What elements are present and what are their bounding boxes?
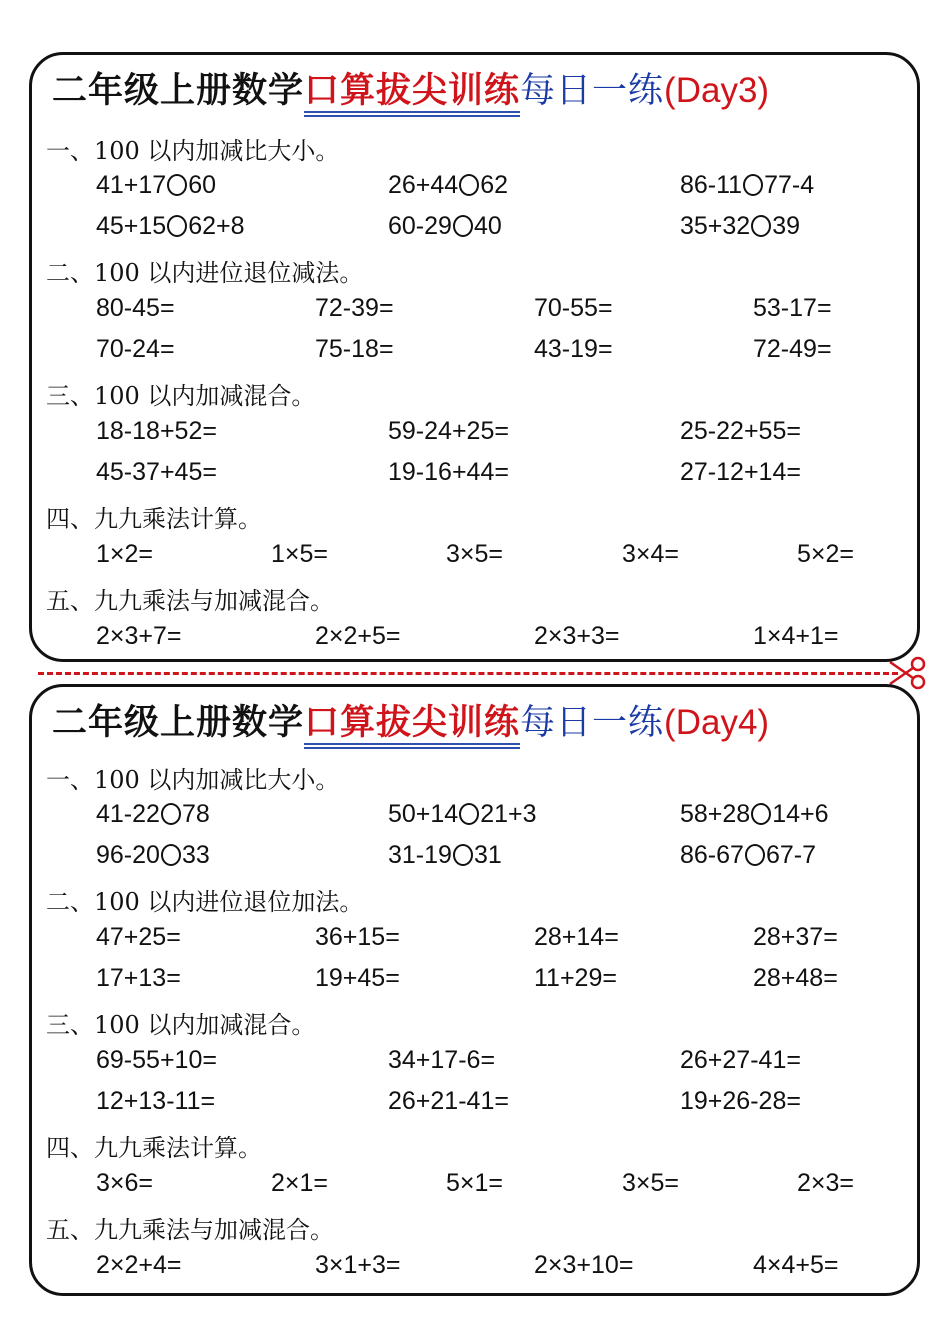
compare-problem: 31-19 31 <box>388 841 502 869</box>
problem: 4×4+5= <box>753 1251 839 1279</box>
answer-circle[interactable] <box>459 174 479 196</box>
problem: 19+26-28= <box>680 1087 801 1115</box>
compare-problem: 35+32 39 <box>680 212 801 240</box>
answer-circle[interactable] <box>167 174 187 196</box>
problem: 3×5= <box>622 1169 680 1197</box>
section-heading-mixed: 三、100 以内加减混合。 <box>46 1011 316 1039</box>
problem: 3×4= <box>622 540 680 568</box>
problem: 1×5= <box>271 540 329 568</box>
problem: 2×2+5= <box>315 622 401 650</box>
worksheet-day3 <box>29 52 920 662</box>
problem: 80-45= <box>96 294 175 322</box>
answer-circle[interactable] <box>161 844 181 866</box>
problem: 3×6= <box>96 1169 154 1197</box>
section-heading-multiplication: 四、九九乘法计算。 <box>46 505 262 533</box>
problem: 28+37= <box>753 923 838 951</box>
problem: 28+48= <box>753 964 838 992</box>
problem: 43-19= <box>534 335 613 363</box>
problem-row <box>32 964 917 1000</box>
problem-row <box>32 1251 917 1287</box>
answer-circle[interactable] <box>751 215 771 237</box>
problem: 19-16+44= <box>388 458 509 486</box>
compare-problem: 96-20 33 <box>96 841 210 869</box>
title-day: (Day3) <box>664 71 770 110</box>
problem: 12+13-11= <box>96 1087 216 1115</box>
worksheet-day4 <box>29 684 920 1296</box>
problem-row <box>32 458 917 494</box>
title-grade: 二年级上册数学 <box>52 702 305 743</box>
answer-circle[interactable] <box>453 844 473 866</box>
problem-row <box>32 923 917 959</box>
problem: 69-55+10= <box>96 1046 217 1074</box>
compare-problem: 86-67 67-7 <box>680 841 816 869</box>
problem-row <box>32 1046 917 1082</box>
problem: 11+29= <box>534 964 617 992</box>
problem-row <box>32 335 917 371</box>
problem: 1×2= <box>96 540 154 568</box>
answer-circle[interactable] <box>453 215 473 237</box>
problem-row <box>32 294 917 330</box>
problem: 5×2= <box>797 540 855 568</box>
problem-row <box>32 212 917 248</box>
problem-row <box>32 540 917 576</box>
problem: 28+14= <box>534 923 619 951</box>
problem: 75-18= <box>315 335 394 363</box>
section-heading-multiplication-mixed: 五、九九乘法与加减混合。 <box>46 1216 334 1244</box>
section-heading-mixed: 三、100 以内加减混合。 <box>46 382 316 410</box>
cut-line <box>38 672 898 675</box>
problem-row <box>32 622 917 658</box>
title-day: (Day4) <box>664 703 770 742</box>
compare-problem: 41-22 78 <box>96 800 210 828</box>
problem: 2×2+4= <box>96 1251 182 1279</box>
problem: 2×3+10= <box>534 1251 634 1279</box>
title-grade: 二年级上册数学 <box>52 70 305 111</box>
answer-circle[interactable] <box>459 803 479 825</box>
title-daily: 每日一练 <box>520 71 665 111</box>
problem-row <box>32 800 917 836</box>
problem: 2×3+3= <box>534 622 620 650</box>
problem: 18-18+52= <box>96 417 217 445</box>
problem: 2×3= <box>797 1169 855 1197</box>
problem: 72-49= <box>753 335 832 363</box>
problem: 2×1= <box>271 1169 329 1197</box>
answer-circle[interactable] <box>745 844 765 866</box>
answer-circle[interactable] <box>743 174 763 196</box>
problem: 3×5= <box>446 540 504 568</box>
title-training: 口算拔尖训练 <box>304 695 520 751</box>
problem: 27-12+14= <box>680 458 801 486</box>
problem: 70-55= <box>534 294 613 322</box>
problem: 70-24= <box>96 335 175 363</box>
problem-row <box>32 171 917 207</box>
answer-circle[interactable] <box>161 803 181 825</box>
problem: 59-24+25= <box>388 417 509 445</box>
problem: 2×3+7= <box>96 622 182 650</box>
problem: 45-37+45= <box>96 458 217 486</box>
compare-problem: 26+44 62 <box>388 171 509 199</box>
problem: 19+45= <box>315 964 400 992</box>
section-heading-subtraction: 二、100 以内进位退位减法。 <box>46 259 364 287</box>
section-heading-multiplication: 四、九九乘法计算。 <box>46 1134 262 1162</box>
title-daily: 每日一练 <box>520 703 665 743</box>
answer-circle[interactable] <box>751 803 771 825</box>
problem: 26+21-41= <box>388 1087 509 1115</box>
compare-problem: 41+17 60 <box>96 171 217 199</box>
compare-problem: 58+28 14+6 <box>680 800 829 828</box>
problem: 1×4+1= <box>753 622 839 650</box>
section-heading-addition: 二、100 以内进位退位加法。 <box>46 888 364 916</box>
section-heading-compare: 一、100 以内加减比大小。 <box>46 137 340 165</box>
problem: 72-39= <box>315 294 394 322</box>
problem-row <box>32 841 917 877</box>
problem: 34+17-6= <box>388 1046 496 1074</box>
problem-row <box>32 417 917 453</box>
problem: 26+27-41= <box>680 1046 801 1074</box>
compare-problem: 45+15 62+8 <box>96 212 245 240</box>
answer-circle[interactable] <box>167 215 187 237</box>
section-heading-multiplication-mixed: 五、九九乘法与加减混合。 <box>46 587 334 615</box>
compare-problem: 86-11 77-4 <box>680 171 815 199</box>
problem: 53-17= <box>753 294 832 322</box>
title-training: 口算拔尖训练 <box>304 63 520 119</box>
section-heading-compare: 一、100 以内加减比大小。 <box>46 766 340 794</box>
problem-row <box>32 1169 917 1205</box>
problem-row <box>32 1087 917 1123</box>
problem: 36+15= <box>315 923 400 951</box>
worksheet-title <box>52 63 769 119</box>
problem: 3×1+3= <box>315 1251 401 1279</box>
problem: 47+25= <box>96 923 181 951</box>
problem: 17+13= <box>96 964 181 992</box>
worksheet-title <box>52 695 769 751</box>
compare-problem: 50+14 21+3 <box>388 800 537 828</box>
problem: 5×1= <box>446 1169 504 1197</box>
compare-problem: 60-29 40 <box>388 212 502 240</box>
problem: 25-22+55= <box>680 417 801 445</box>
